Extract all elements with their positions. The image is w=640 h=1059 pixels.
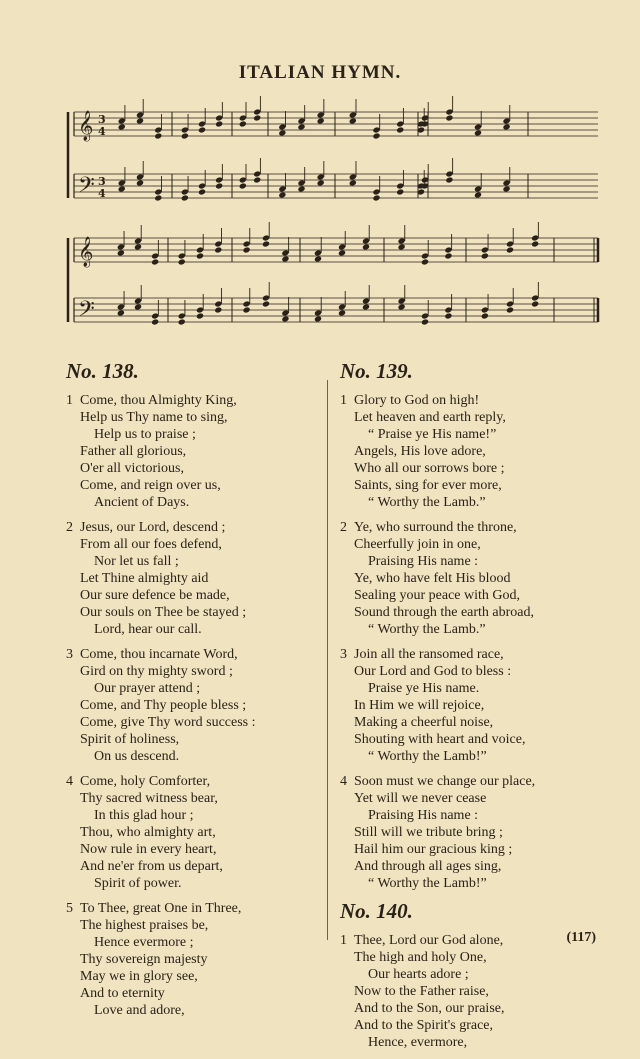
- verse-line: [340, 621, 590, 638]
- note-head-icon: [444, 312, 452, 319]
- note-head-icon: [445, 176, 453, 183]
- verse-line: [340, 875, 590, 892]
- verse-line: [340, 748, 590, 765]
- time-signature-icon: 3: [98, 175, 106, 188]
- stanza-number: 1: [340, 393, 347, 408]
- verse-text: Our souls on Thee be stayed ;: [80, 605, 247, 620]
- verse-text: Nor let us fall ;: [94, 554, 179, 569]
- verse-text: Still will we tribute bring ;: [354, 825, 503, 840]
- note-head-icon: [372, 132, 380, 139]
- verse-line: [66, 587, 316, 604]
- note-head-icon: [243, 306, 251, 313]
- verse-line: [340, 1000, 590, 1017]
- verse-line: [66, 917, 316, 934]
- verse-text: Come, and reign over us,: [80, 478, 221, 493]
- verse-text: Ye, who have felt His blood: [354, 571, 511, 586]
- note-head-icon: [181, 194, 189, 201]
- note-head-icon: [117, 249, 125, 256]
- note-head-icon: [281, 255, 289, 262]
- verse-text: The highest praises be,: [80, 918, 209, 933]
- verse-line: [66, 748, 316, 765]
- note-head-icon: [134, 243, 142, 250]
- verse-text: Spirit of holiness,: [80, 732, 180, 747]
- note-head-icon: [421, 258, 429, 265]
- verse-text: Thou, who almighty art,: [80, 825, 216, 840]
- verse-line: [340, 949, 590, 966]
- note-head-icon: [396, 188, 404, 195]
- verse-text: Sealing your peace with God,: [354, 588, 521, 603]
- verse-line: [340, 807, 590, 824]
- verse-line: [66, 773, 316, 790]
- verse-line: [66, 392, 316, 409]
- note-head-icon: [506, 246, 514, 253]
- note-head-icon: [421, 318, 429, 325]
- page-number: (117): [566, 930, 596, 945]
- note-head-icon: [297, 123, 305, 130]
- verse-line: [340, 392, 590, 409]
- hymn-140: [340, 900, 590, 1051]
- verse-text: Come, thou incarnate Word,: [80, 647, 238, 662]
- stanza: [66, 392, 316, 511]
- verse-text: Shouting with heart and voice,: [354, 732, 526, 747]
- clef-icon: 𝄞: [78, 111, 94, 141]
- verse-line: [66, 621, 316, 638]
- note-head-icon: [196, 312, 204, 319]
- verse-line: [340, 646, 590, 663]
- note-head-icon: [317, 117, 325, 124]
- stanza-number: 5: [66, 901, 73, 916]
- verse-line: [66, 663, 316, 680]
- column-left: [66, 360, 316, 1027]
- stanza-number: 4: [66, 774, 73, 789]
- stanza: [340, 646, 590, 765]
- verse-line: [66, 519, 316, 536]
- verse-text: Our prayer attend ;: [94, 681, 201, 696]
- verse-text: Thy sovereign majesty: [80, 952, 208, 967]
- verse-text: Ye, who surround the throne,: [354, 520, 517, 535]
- note-head-icon: [262, 240, 270, 247]
- verse-line: [340, 1034, 590, 1051]
- stanza-number: 4: [340, 774, 347, 789]
- note-head-icon: [314, 255, 322, 262]
- note-head-icon: [151, 318, 159, 325]
- note-head-icon: [474, 191, 482, 198]
- note-head-icon: [531, 240, 539, 247]
- verse-text: Praise ye His name.: [368, 681, 480, 696]
- note-head-icon: [151, 258, 159, 265]
- verse-line: [340, 553, 590, 570]
- verse-line: [66, 875, 316, 892]
- verse-line: [66, 570, 316, 587]
- verse-text: Come, and Thy people bless ;: [80, 698, 247, 713]
- verse-line: [66, 426, 316, 443]
- note-head-icon: [253, 176, 261, 183]
- verse-line: [340, 663, 590, 680]
- verse-text: Thee, Lord our God alone,: [354, 933, 504, 948]
- verse-line: [340, 932, 590, 949]
- verse-text: “ Worthy the Lamb.”: [368, 622, 486, 637]
- stanza: [340, 773, 590, 892]
- verse-line: [340, 983, 590, 1000]
- verse-line: [340, 966, 590, 983]
- verse-text: Sound through the earth abroad,: [354, 605, 535, 620]
- hymn-number: No. 138.: [66, 359, 139, 383]
- verse-line: [340, 536, 590, 553]
- verse-line: [66, 494, 316, 511]
- verse-line: [340, 773, 590, 790]
- verse-text: Yet will we never cease: [354, 791, 487, 806]
- verse-text: Our sure defence be made,: [80, 588, 230, 603]
- verse-text: Saints, sing for ever more,: [354, 478, 502, 493]
- verse-text: Thy sacred witness bear,: [80, 791, 218, 806]
- verse-text: And to the Son, our praise,: [354, 1001, 505, 1016]
- note-head-icon: [243, 246, 251, 253]
- verse-line: [340, 426, 590, 443]
- verse-line: [340, 824, 590, 841]
- verse-line: [66, 951, 316, 968]
- note-head-icon: [445, 114, 453, 121]
- verse-text: Angels, His love adore,: [354, 444, 486, 459]
- verse-text: Gird on thy mighty sword ;: [80, 664, 233, 679]
- stanza: [66, 900, 316, 1019]
- stanza: [340, 392, 590, 511]
- note-head-icon: [136, 179, 144, 186]
- verse-text: Making a cheerful noise,: [354, 715, 494, 730]
- stanza: [66, 646, 316, 765]
- verse-text: In this glad hour ;: [94, 808, 194, 823]
- note-head-icon: [278, 129, 286, 136]
- note-head-icon: [481, 312, 489, 319]
- note-head-icon: [362, 303, 370, 310]
- note-head-icon: [372, 194, 380, 201]
- verse-text: Hail him our gracious king ;: [354, 842, 513, 857]
- verse-line: [340, 604, 590, 621]
- note-head-icon: [215, 182, 223, 189]
- note-head-icon: [253, 114, 261, 121]
- verse-text: From all our foes defend,: [80, 537, 222, 552]
- note-head-icon: [118, 185, 126, 192]
- verse-line: [66, 536, 316, 553]
- verse-line: [340, 460, 590, 477]
- verse-line: [66, 680, 316, 697]
- verse-line: [66, 985, 316, 1002]
- note-head-icon: [362, 243, 370, 250]
- note-head-icon: [117, 309, 125, 316]
- note-head-icon: [474, 129, 482, 136]
- verse-text: Who all our sorrows bore ;: [354, 461, 505, 476]
- verse-line: [66, 604, 316, 621]
- verse-line: [340, 587, 590, 604]
- time-signature-icon: 3: [98, 113, 106, 126]
- verse-line: [66, 477, 316, 494]
- verse-text: Praising His name :: [368, 554, 479, 569]
- verse-text: Spirit of power.: [94, 876, 182, 891]
- verse-line: [66, 1002, 316, 1019]
- stanza: [66, 773, 316, 892]
- verse-text: Hence evermore ;: [94, 935, 194, 950]
- note-head-icon: [317, 179, 325, 186]
- verse-line: [66, 553, 316, 570]
- note-head-icon: [239, 182, 247, 189]
- verse-text: Join all the ransomed race,: [354, 647, 504, 662]
- note-head-icon: [136, 117, 144, 124]
- verse-text: “ Praise ye His name!”: [368, 427, 497, 442]
- verse-text: And to the Spirit's grace,: [354, 1018, 493, 1033]
- verse-text: Cheerfully join in one,: [354, 537, 481, 552]
- note-head-icon: [196, 252, 204, 259]
- music-score: [0, 0, 640, 340]
- note-head-icon: [481, 252, 489, 259]
- note-head-icon: [154, 132, 162, 139]
- verse-text: And to eternity: [80, 986, 165, 1001]
- verse-text: Now to the Father raise,: [354, 984, 489, 999]
- column-divider: [327, 380, 328, 940]
- verse-line: [340, 697, 590, 714]
- hymn-138: [66, 360, 316, 1019]
- note-head-icon: [178, 318, 186, 325]
- verse-line: [340, 841, 590, 858]
- verse-text: Soon must we change our place,: [354, 774, 536, 789]
- verse-text: And ne'er from us depart,: [80, 859, 223, 874]
- verse-text: And through all ages sing,: [354, 859, 502, 874]
- stanza-number: 2: [66, 520, 73, 535]
- verse-text: Come, give Thy word success :: [80, 715, 256, 730]
- verse-text: The high and holy One,: [354, 950, 487, 965]
- note-head-icon: [398, 303, 406, 310]
- page-title: ITALIAN HYMN.: [238, 62, 402, 83]
- verse-text: Our hearts adore ;: [368, 967, 469, 982]
- note-head-icon: [239, 120, 247, 127]
- stanza-number: 2: [340, 520, 347, 535]
- verse-line: [340, 494, 590, 511]
- note-head-icon: [531, 300, 539, 307]
- verse-line: [340, 714, 590, 731]
- verse-line: [340, 570, 590, 587]
- verse-text: Our Lord and God to bless :: [354, 664, 512, 679]
- verse-text: Now rule in every heart,: [80, 842, 217, 857]
- verse-text: May we in glory see,: [80, 969, 198, 984]
- stanza-number: 1: [66, 393, 73, 408]
- verse-line: [66, 968, 316, 985]
- verse-line: [66, 714, 316, 731]
- stanza-number: 3: [340, 647, 347, 662]
- verse-line: [66, 858, 316, 875]
- verse-line: [66, 934, 316, 951]
- note-head-icon: [349, 179, 357, 186]
- note-head-icon: [396, 126, 404, 133]
- column-right: [340, 360, 590, 1059]
- verse-text: Jesus, our Lord, descend ;: [80, 520, 226, 535]
- note-head-icon: [198, 188, 206, 195]
- stanza-number: 3: [66, 647, 73, 662]
- verse-text: Praising His name :: [368, 808, 479, 823]
- note-head-icon: [214, 246, 222, 253]
- verse-text: “ Worthy the Lamb!”: [368, 749, 487, 764]
- clef-icon: 𝄞: [78, 237, 94, 267]
- hymn-number: No. 140.: [340, 899, 413, 923]
- stanza: [66, 519, 316, 638]
- verse-text: Come, holy Comforter,: [80, 774, 211, 789]
- verse-line: [66, 460, 316, 477]
- verse-text: Lord, hear our call.: [94, 622, 202, 637]
- note-head-icon: [118, 123, 126, 130]
- note-head-icon: [314, 315, 322, 322]
- verse-line: [340, 1017, 590, 1034]
- note-head-icon: [262, 300, 270, 307]
- hymn-139: [340, 360, 590, 892]
- verse-text: On us descend.: [94, 749, 180, 764]
- time-signature-icon: 4: [98, 187, 106, 200]
- note-head-icon: [398, 243, 406, 250]
- verse-text: Hence, evermore,: [368, 1035, 468, 1050]
- verse-line: [66, 900, 316, 917]
- note-head-icon: [349, 117, 357, 124]
- verse-line: [340, 443, 590, 460]
- verse-line: [340, 409, 590, 426]
- note-head-icon: [181, 132, 189, 139]
- note-head-icon: [278, 191, 286, 198]
- verse-line: [66, 807, 316, 824]
- verse-line: [66, 443, 316, 460]
- verse-line: [66, 790, 316, 807]
- note-head-icon: [338, 249, 346, 256]
- verse-line: [340, 519, 590, 536]
- stanza: [340, 519, 590, 638]
- verse-text: Let heaven and earth reply,: [354, 410, 506, 425]
- verse-text: Help us Thy name to sing,: [80, 410, 228, 425]
- note-head-icon: [444, 252, 452, 259]
- verse-text: Father all glorious,: [80, 444, 187, 459]
- note-head-icon: [281, 315, 289, 322]
- verse-line: [340, 790, 590, 807]
- verse-text: In Him we will rejoice,: [354, 698, 485, 713]
- note-head-icon: [134, 303, 142, 310]
- verse-text: Come, thou Almighty King,: [80, 393, 237, 408]
- note-head-icon: [503, 185, 511, 192]
- verse-line: [340, 477, 590, 494]
- stanza: [340, 932, 590, 1051]
- verse-line: [66, 409, 316, 426]
- verse-text: O'er all victorious,: [80, 461, 184, 476]
- note-head-icon: [506, 306, 514, 313]
- note-head-icon: [215, 120, 223, 127]
- verse-line: [66, 697, 316, 714]
- verse-line: [66, 824, 316, 841]
- verse-line: [340, 731, 590, 748]
- note-head-icon: [338, 309, 346, 316]
- note-head-icon: [503, 123, 511, 130]
- verse-text: “ Worthy the Lamb!”: [368, 876, 487, 891]
- clef-icon: 𝄢: [78, 297, 95, 327]
- verse-text: Glory to God on high!: [354, 393, 480, 408]
- note-head-icon: [214, 306, 222, 313]
- note-head-icon: [297, 185, 305, 192]
- note-head-icon: [178, 258, 186, 265]
- clef-icon: 𝄢: [78, 173, 95, 203]
- note-head-icon: [154, 194, 162, 201]
- verse-line: [340, 858, 590, 875]
- verse-text: “ Worthy the Lamb.”: [368, 495, 486, 510]
- verse-text: Ancient of Days.: [94, 495, 190, 510]
- verse-line: [340, 680, 590, 697]
- verse-text: Let Thine almighty aid: [80, 571, 209, 586]
- verse-line: [66, 646, 316, 663]
- hymn-number: No. 139.: [340, 359, 413, 383]
- verse-line: [66, 841, 316, 858]
- verse-text: Help us to praise ;: [94, 427, 196, 442]
- note-head-icon: [198, 126, 206, 133]
- verse-text: To Thee, great One in Three,: [80, 901, 242, 916]
- time-signature-icon: 4: [98, 125, 106, 138]
- stanza-number: 1: [340, 933, 347, 948]
- verse-line: [66, 731, 316, 748]
- verse-text: Love and adore,: [94, 1003, 185, 1018]
